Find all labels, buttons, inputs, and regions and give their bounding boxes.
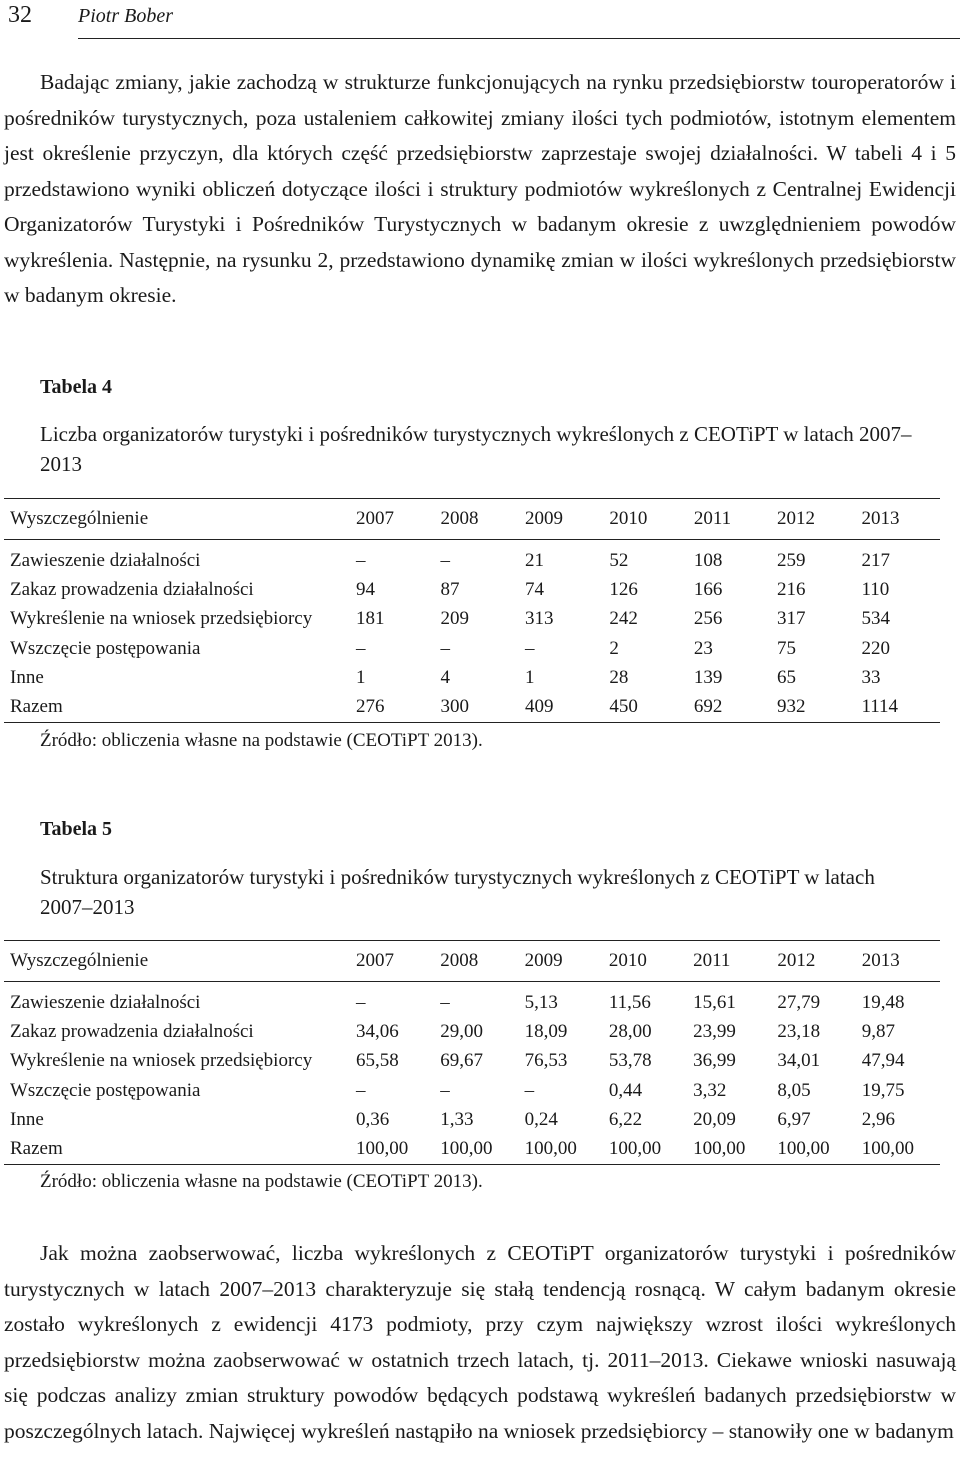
- value-cell: 74: [524, 578, 544, 600]
- table-header-row: [4, 941, 940, 982]
- value-cell: 76,53: [524, 1050, 568, 1072]
- row-label-cell: Wykreślenie na wniosek przedsiębiorcy: [10, 1050, 313, 1072]
- header-rule: [78, 38, 960, 39]
- column-header-year: 2010: [608, 950, 647, 971]
- value-cell: 5,13: [524, 991, 558, 1013]
- column-header-year: 2012: [777, 508, 815, 529]
- value-cell: 100,00: [524, 1138, 577, 1160]
- row-label-cell: Wszczęcie postępowania: [10, 1079, 201, 1101]
- value-cell: 317: [777, 608, 806, 630]
- table-5-source: Źródło: obliczenia własne na podstawie (CEOTiPT 2013).: [40, 1171, 483, 1192]
- value-cell: –: [524, 1079, 535, 1101]
- value-cell: 126: [609, 578, 638, 600]
- value-cell: 181: [356, 608, 385, 630]
- value-cell: 1114: [861, 696, 899, 718]
- page-number: 32: [8, 2, 32, 28]
- value-cell: 21: [524, 549, 544, 571]
- row-label-cell: Inne: [10, 1108, 44, 1130]
- value-cell: 33: [861, 666, 881, 688]
- column-header-year: 2007: [356, 950, 394, 971]
- column-header-year: 2012: [777, 950, 816, 971]
- value-cell: 100,00: [777, 1138, 830, 1160]
- value-cell: 23: [693, 637, 713, 659]
- value-cell: 87: [440, 578, 460, 600]
- table-row: [4, 1076, 940, 1105]
- value-cell: 276: [356, 696, 385, 718]
- body-paragraph-intro: Badając zmiany, jakie zachodzą w strukturze funkcjonujących na rynku przedsiębiorstw touroperatorów i pośredników turystycznych, poza ustaleniem całkowitej zmiany ilości tych podmiotów, istotnym elementem jest określenie przyczyn, dla których część przedsiębiorstw zaprzestaje swojej działalności. W tabeli 4 i 5 przedstawiono wyniki obliczeń dotyczące ilości i struktury podmiotów wykreślonych z Centralnej Ewidencji Organizatorów Turystyki i Pośredników Turystycznych w badanym okresie z uwzględnieniem powodów wykreślenia. Następnie, na rysunku 2, przedstawiono dynamikę zmian w ilości wykreślonych przedsiębiorstw w badanym okresie.: [4, 70, 956, 307]
- column-header-year: 2010: [609, 508, 648, 529]
- value-cell: 139: [693, 666, 723, 688]
- row-label-cell: Zawieszenie działalności: [10, 991, 201, 1013]
- value-cell: 256: [693, 608, 723, 630]
- table-row: [4, 634, 940, 663]
- running-header: [0, 0, 960, 42]
- row-label-cell: Razem: [10, 696, 63, 718]
- column-header-year: 2009: [524, 950, 563, 971]
- value-cell: 692: [693, 696, 723, 718]
- table-4: [4, 498, 940, 723]
- value-cell: 18,09: [524, 1020, 568, 1042]
- value-cell: 6,22: [608, 1108, 643, 1130]
- value-cell: 19,75: [861, 1079, 905, 1101]
- table-5-label: Tabela 5: [40, 818, 113, 840]
- value-cell: 23,99: [693, 1020, 736, 1042]
- value-cell: –: [356, 1079, 366, 1101]
- value-cell: 220: [861, 637, 890, 659]
- value-cell: 300: [440, 696, 469, 718]
- row-label-cell: Razem: [10, 1138, 63, 1160]
- value-cell: 108: [693, 549, 723, 571]
- value-cell: –: [440, 637, 450, 659]
- table-row: [4, 605, 940, 634]
- value-cell: 52: [609, 549, 629, 571]
- value-cell: 2,96: [861, 1108, 895, 1130]
- value-cell: 11,56: [608, 991, 651, 1013]
- value-cell: 409: [524, 696, 554, 718]
- value-cell: 28: [609, 666, 629, 688]
- table-header-row: [4, 499, 940, 540]
- value-cell: –: [524, 637, 535, 659]
- value-cell: 242: [609, 608, 638, 630]
- column-header-year: 2007: [356, 508, 394, 529]
- value-cell: 450: [609, 696, 638, 718]
- value-cell: 75: [777, 637, 796, 659]
- value-cell: 53,78: [608, 1050, 652, 1072]
- value-cell: –: [440, 991, 450, 1013]
- value-cell: 65: [777, 666, 796, 688]
- value-cell: 34,06: [356, 1020, 399, 1042]
- column-header-year: 2009: [524, 508, 563, 529]
- value-cell: 100,00: [861, 1138, 914, 1160]
- table-row: [4, 1047, 940, 1076]
- value-cell: 65,58: [356, 1050, 399, 1072]
- value-cell: 216: [777, 578, 806, 600]
- body-paragraph-analysis: Jak można zaobserwować, liczba wykreślonych z CEOTiPT organizatorów turystyki i pośredników turystycznych w latach 2007–2013 charakteryzuje się stałą tendencją rosnącą. W całym badanym okresie zostało wykreślonych z ewidencji 4173 podmioty, przy czym największy wzrost ilości wykreślonych przedsiębiorstw można zaobserwować w ostatnich trzech latach, tj. 2011–2013. Ciekawe wnioski nasuwają się podczas analizy zmian struktury powodów będących podstawą wykreśleń badanych przedsiębiorstw w poszczególnych latach. Najwięcej wykreśleń nastąpiło na wniosek przedsiębiorcy – stanowiły one w badanym: [4, 1241, 956, 1443]
- row-label-cell: Wykreślenie na wniosek przedsiębiorcy: [10, 608, 313, 630]
- value-cell: 1: [524, 666, 535, 688]
- value-cell: 100,00: [608, 1138, 662, 1160]
- value-cell: –: [356, 991, 366, 1013]
- table-row: [4, 1017, 940, 1046]
- value-cell: 20,09: [693, 1108, 736, 1130]
- value-cell: 110: [861, 578, 890, 600]
- column-header-year: 2013: [861, 508, 900, 529]
- value-cell: –: [440, 1079, 450, 1101]
- value-cell: 8,05: [777, 1079, 811, 1101]
- value-cell: 2: [609, 637, 619, 659]
- row-label-cell: Inne: [10, 666, 44, 688]
- column-header-label: Wyszczególnienie: [10, 508, 149, 529]
- table-row: [4, 663, 940, 692]
- value-cell: 166: [693, 578, 723, 600]
- value-cell: –: [356, 549, 366, 571]
- value-cell: 28,00: [608, 1020, 652, 1042]
- value-cell: 4: [440, 666, 450, 688]
- value-cell: 94: [356, 578, 375, 600]
- table-row: [4, 540, 940, 576]
- value-cell: 15,61: [693, 991, 736, 1013]
- value-cell: 209: [440, 608, 469, 630]
- table-row: [4, 575, 940, 604]
- value-cell: 534: [861, 608, 890, 630]
- value-cell: 0,36: [356, 1108, 390, 1130]
- row-label-cell: Wszczęcie postępowania: [10, 637, 201, 659]
- value-cell: –: [440, 549, 450, 571]
- value-cell: 1,33: [440, 1108, 474, 1130]
- table-5: [4, 940, 940, 1165]
- value-cell: 69,67: [440, 1050, 484, 1072]
- value-cell: 34,01: [777, 1050, 821, 1072]
- value-cell: 3,32: [693, 1079, 727, 1101]
- table-4-label: Tabela 4: [40, 376, 113, 398]
- value-cell: 9,87: [861, 1020, 895, 1042]
- row-label-cell: Zakaz prowadzenia działalności: [10, 578, 254, 600]
- table-5-caption: Struktura organizatorów turystyki i pośredników turystycznych wykreślonych z CEOTiPT w latach 2007–2013: [40, 865, 875, 919]
- running-author: Piotr Bober: [78, 5, 173, 27]
- column-header-year: 2011: [693, 508, 732, 529]
- table-4-caption: Liczba organizatorów turystyki i pośredników turystycznych wykreślonych z CEOTiPT w latach 2007–2013: [40, 422, 912, 476]
- value-cell: 100,00: [356, 1138, 409, 1160]
- value-cell: 1: [356, 666, 366, 688]
- value-cell: 29,00: [440, 1020, 484, 1042]
- table-row: [4, 982, 940, 1018]
- column-header-label: Wyszczególnienie: [10, 950, 149, 971]
- table-row: [4, 1134, 940, 1164]
- table-row: [4, 692, 940, 722]
- column-header-year: 2013: [861, 950, 900, 971]
- value-cell: 313: [524, 608, 554, 630]
- value-cell: 217: [861, 549, 890, 571]
- value-cell: 100,00: [440, 1138, 493, 1160]
- value-cell: 6,97: [777, 1108, 811, 1130]
- value-cell: 47,94: [861, 1050, 905, 1072]
- value-cell: 36,99: [693, 1050, 736, 1072]
- column-header-year: 2008: [440, 950, 479, 971]
- value-cell: 100,00: [693, 1138, 746, 1160]
- value-cell: 932: [777, 696, 806, 718]
- value-cell: 0,24: [524, 1108, 558, 1130]
- column-header-year: 2008: [440, 508, 479, 529]
- value-cell: 27,79: [777, 991, 821, 1013]
- column-header-year: 2011: [693, 950, 731, 971]
- value-cell: 23,18: [777, 1020, 821, 1042]
- row-label-cell: Zawieszenie działalności: [10, 549, 201, 571]
- table-row: [4, 1105, 940, 1134]
- table-4-source: Źródło: obliczenia własne na podstawie (CEOTiPT 2013).: [40, 730, 483, 751]
- value-cell: 19,48: [861, 991, 905, 1013]
- row-label-cell: Zakaz prowadzenia działalności: [10, 1020, 254, 1042]
- value-cell: 259: [777, 549, 806, 571]
- value-cell: 0,44: [608, 1079, 643, 1101]
- value-cell: –: [356, 637, 366, 659]
